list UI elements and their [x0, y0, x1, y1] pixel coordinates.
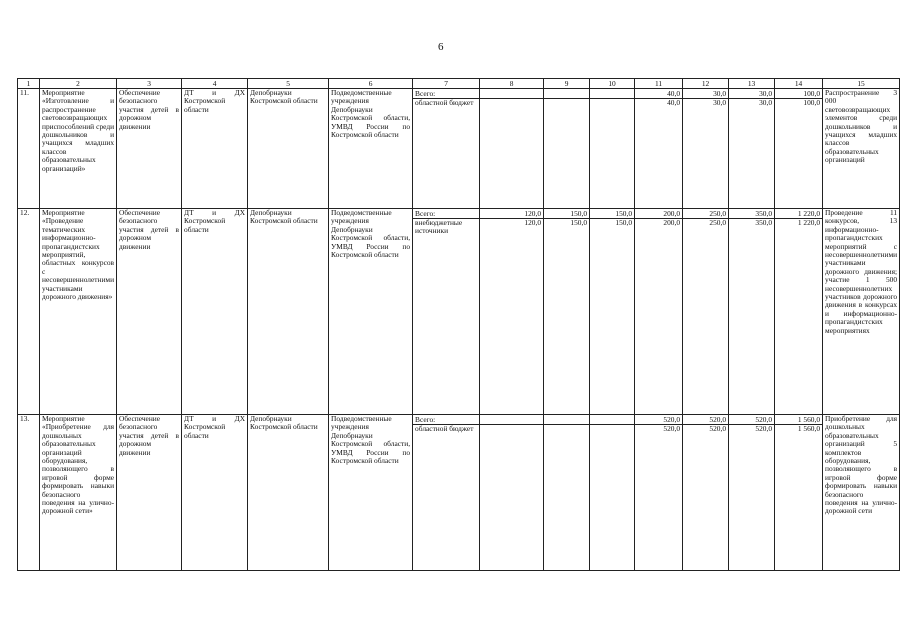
amount-y6 [729, 89, 775, 209]
amount-y5-source: 520,0 [709, 424, 727, 433]
amount-y6 [729, 415, 775, 571]
result-cell: Проведение 11 конкурсов, 13 информационно-пропагандистских мероприятий с несовершеннолетними участниками дорожного движения; участие 1 500 несовершеннолетних участников дорожного движения в конкурсах и информационно-пропагандистских мероприятиях [823, 209, 900, 415]
header-cell: 4 [182, 79, 248, 89]
funding-source [413, 415, 480, 571]
executor-cell: Депобрнауки Костромской области [248, 209, 329, 415]
header-cell: 11 [635, 79, 683, 89]
amount-y1 [480, 209, 544, 415]
result-cell: Приобретение для дошкольных образовательных организаций 5 комплектов оборудования, позволяющего в игровой форме формировать навыки безопасного поведения на улично-дорожной сети [823, 415, 900, 571]
program-table [17, 78, 900, 571]
header-row [18, 79, 900, 89]
amount-y2 [544, 415, 590, 571]
amount-y2 [544, 89, 590, 209]
amount-y4-source: 200,0 [663, 218, 681, 227]
participants-cell: Подведомственные учреждения Депобрнауки Костромской области, УМВД России по Костромской области [329, 209, 413, 415]
amount-y2-total: 150,0 [544, 209, 589, 219]
participants-cell: Подведомственные учреждения Депобрнауки Костромской области, УМВД России по Костромской области [329, 89, 413, 209]
amount-y4-total: 520,0 [635, 415, 682, 425]
amount-y1-total [480, 415, 543, 425]
table-row [18, 89, 900, 209]
amount-y6-source: 350,0 [755, 218, 773, 227]
amount-y4 [635, 415, 683, 571]
amount-y5-total: 30,0 [683, 89, 728, 99]
amount-total-source: 1 560,0 [797, 424, 821, 433]
amount-y6 [729, 209, 775, 415]
amount-y2 [544, 209, 590, 415]
funding-source-source: областной бюджет [415, 98, 474, 107]
measure-name: Мероприятие «Приобретение для дошкольных образовательных организаций оборудования, позволяющего в игровой форме формировать навыки безопасного поведения на улично-дорожной сети» [40, 415, 117, 571]
amount-y5-source: 30,0 [713, 98, 727, 107]
amount-y3 [590, 415, 635, 571]
amount-y3-total [590, 89, 634, 99]
amount-y6-total: 30,0 [729, 89, 774, 99]
amount-y1-source: 120,0 [524, 218, 542, 227]
amount-y3 [590, 89, 635, 209]
amount-y5 [683, 415, 729, 571]
funding-source-source: областной бюджет [415, 424, 474, 433]
amount-y5 [683, 89, 729, 209]
amount-y6-source: 30,0 [759, 98, 773, 107]
table-row [18, 209, 900, 415]
participants-cell: Подведомственные учреждения Депобрнауки Костромской области, УМВД России по Костромской области [329, 415, 413, 571]
page-number: 6 [438, 41, 444, 53]
coordinator-cell: ДТ и ДХ Костромской области [182, 89, 248, 209]
amount-y6-total: 520,0 [729, 415, 774, 425]
amount-y5-total: 250,0 [683, 209, 728, 219]
amount-y2-total [544, 89, 589, 99]
goal-cell: Обеспечение безопасного участия детей в дорожном движении [117, 89, 182, 209]
amount-total-source: 1 220,0 [797, 218, 821, 227]
amount-total [775, 89, 823, 209]
amount-total [775, 209, 823, 415]
amount-y1 [480, 89, 544, 209]
header-cell: 7 [413, 79, 480, 89]
amount-y3-total [590, 415, 634, 425]
amount-y4-source: 520,0 [663, 424, 681, 433]
header-cell: 3 [117, 79, 182, 89]
amount-y5-total: 520,0 [683, 415, 728, 425]
amount-y4-source: 40,0 [667, 98, 681, 107]
funding-source [413, 209, 480, 415]
executor-cell: Депобрнауки Костромской области [248, 89, 329, 209]
header-cell: 1 [18, 79, 40, 89]
table-row [18, 415, 900, 571]
header-cell: 8 [480, 79, 544, 89]
header-cell: 9 [544, 79, 590, 89]
header-cell: 5 [248, 79, 329, 89]
funding-source-source: внебюджетные источники [415, 218, 463, 236]
row-number: 13. [18, 415, 40, 571]
amount-y4 [635, 209, 683, 415]
amount-y3 [590, 209, 635, 415]
amount-y4-total: 40,0 [635, 89, 682, 99]
executor-cell: Депобрнауки Костромской области [248, 415, 329, 571]
amount-total-total: 1 560,0 [775, 415, 822, 425]
header-cell: 13 [729, 79, 775, 89]
amount-total-source: 100,0 [803, 98, 821, 107]
amount-total-total: 100,0 [775, 89, 822, 99]
amount-y5 [683, 209, 729, 415]
header-cell: 12 [683, 79, 729, 89]
funding-source-total: Всего: [413, 415, 479, 425]
header-cell: 6 [329, 79, 413, 89]
amount-y1-total [480, 89, 543, 99]
header-cell: 10 [590, 79, 635, 89]
goal-cell: Обеспечение безопасного участия детей в дорожном движении [117, 415, 182, 571]
amount-total [775, 415, 823, 571]
funding-source [413, 89, 480, 209]
amount-y4 [635, 89, 683, 209]
amount-y6-total: 350,0 [729, 209, 774, 219]
amount-y2-total [544, 415, 589, 425]
row-number: 12. [18, 209, 40, 415]
amount-y1 [480, 415, 544, 571]
amount-y3-source: 150,0 [615, 218, 633, 227]
amount-y6-source: 520,0 [755, 424, 773, 433]
row-number: 11. [18, 89, 40, 209]
funding-source-total: Всего: [413, 89, 479, 99]
goal-cell: Обеспечение безопасного участия детей в дорожном движении [117, 209, 182, 415]
result-cell: Распространение 3 000 световозвращающих элементов среди дошкольников и учащихся младших классов образовательных организаций [823, 89, 900, 209]
amount-y3-total: 150,0 [590, 209, 634, 219]
amount-y2-source: 150,0 [570, 218, 588, 227]
funding-source-total: Всего: [413, 209, 479, 219]
amount-y1-total: 120,0 [480, 209, 543, 219]
coordinator-cell: ДТ и ДХ Костромской области [182, 209, 248, 415]
header-cell: 14 [775, 79, 823, 89]
header-cell: 15 [823, 79, 900, 89]
header-cell: 2 [40, 79, 117, 89]
coordinator-cell: ДТ и ДХ Костромской области [182, 415, 248, 571]
measure-name: Мероприятие «Проведение тематических информационно-пропагандистских мероприятий, областных конкурсов с несовершеннолетними участниками дорожного движения» [40, 209, 117, 415]
amount-total-total: 1 220,0 [775, 209, 822, 219]
measure-name: Мероприятие «Изготовление и распространение световозвращающих приспособлений среди дошкольников и учащихся младших классов образовательных организаций» [40, 89, 117, 209]
amount-y5-source: 250,0 [709, 218, 727, 227]
amount-y4-total: 200,0 [635, 209, 682, 219]
